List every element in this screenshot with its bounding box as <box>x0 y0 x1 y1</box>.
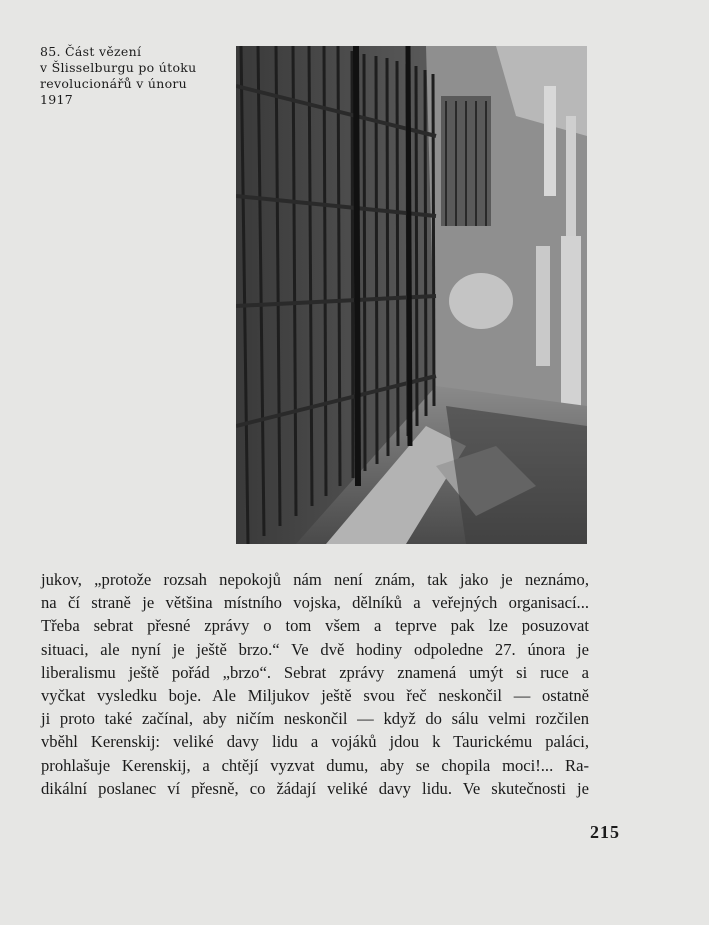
text-line <box>41 707 589 730</box>
body-text <box>41 568 589 800</box>
caption-line: 85. Část vězení <box>40 44 142 59</box>
prison-photograph <box>236 46 587 544</box>
text-line <box>41 684 589 707</box>
text-line-content: liberalismu ještě pořád „brzo“. Sebrat zprávy znamená umýt si ruce a <box>41 662 589 682</box>
text-line-content: vyčkat vysledku boje. Ale Miljukov ještě svou řeč neskončil — ostatně <box>41 686 589 706</box>
text-line-content: dikální poslanec ví přesně, co žádají veliké davy lidu. Ve skutečnosti je <box>41 778 589 798</box>
text-line <box>41 730 589 753</box>
text-line-content: prohlašuje Kerenskij, a chtějí vyzvat dumu, aby se chopila moci!... Ra- <box>41 755 589 775</box>
figure-caption <box>40 44 220 108</box>
page-number: 215 <box>590 822 620 842</box>
text-line <box>41 614 589 637</box>
text-line-content: Třeba sebrat přesné zprávy o tom všem a teprve pak lze posuzovat <box>41 616 589 636</box>
text-line <box>41 777 589 800</box>
text-line-content: ji proto také začínal, aby ničím neskončil — když do sálu velmi rozčilen <box>41 709 589 729</box>
text-line-content: vběhl Kerenskij: veliké davy lidu a vojáků jdou k Taurickému paláci, <box>41 732 589 752</box>
text-line-content: situaci, ale nyní je ještě brzo.“ Ve dvě hodiny odpoledne 27. února je <box>41 639 589 659</box>
text-line <box>41 754 589 777</box>
text-line-content: jukov, „protože rozsah nepokojů nám není znám, tak jako je neznámo, <box>41 570 589 589</box>
text-line <box>41 661 589 684</box>
caption-line: revolucionářů v únoru <box>40 76 188 91</box>
caption-line: 1917 <box>40 92 74 107</box>
text-line <box>41 591 589 614</box>
text-line-content: na čí straně je většina místního vojska, dělníků a veřejných organisací... <box>41 593 589 613</box>
text-line <box>41 568 589 591</box>
caption-line: v Šlisselburgu po útoku <box>40 60 197 75</box>
text-line <box>41 638 589 661</box>
photo-illustration <box>236 46 587 544</box>
